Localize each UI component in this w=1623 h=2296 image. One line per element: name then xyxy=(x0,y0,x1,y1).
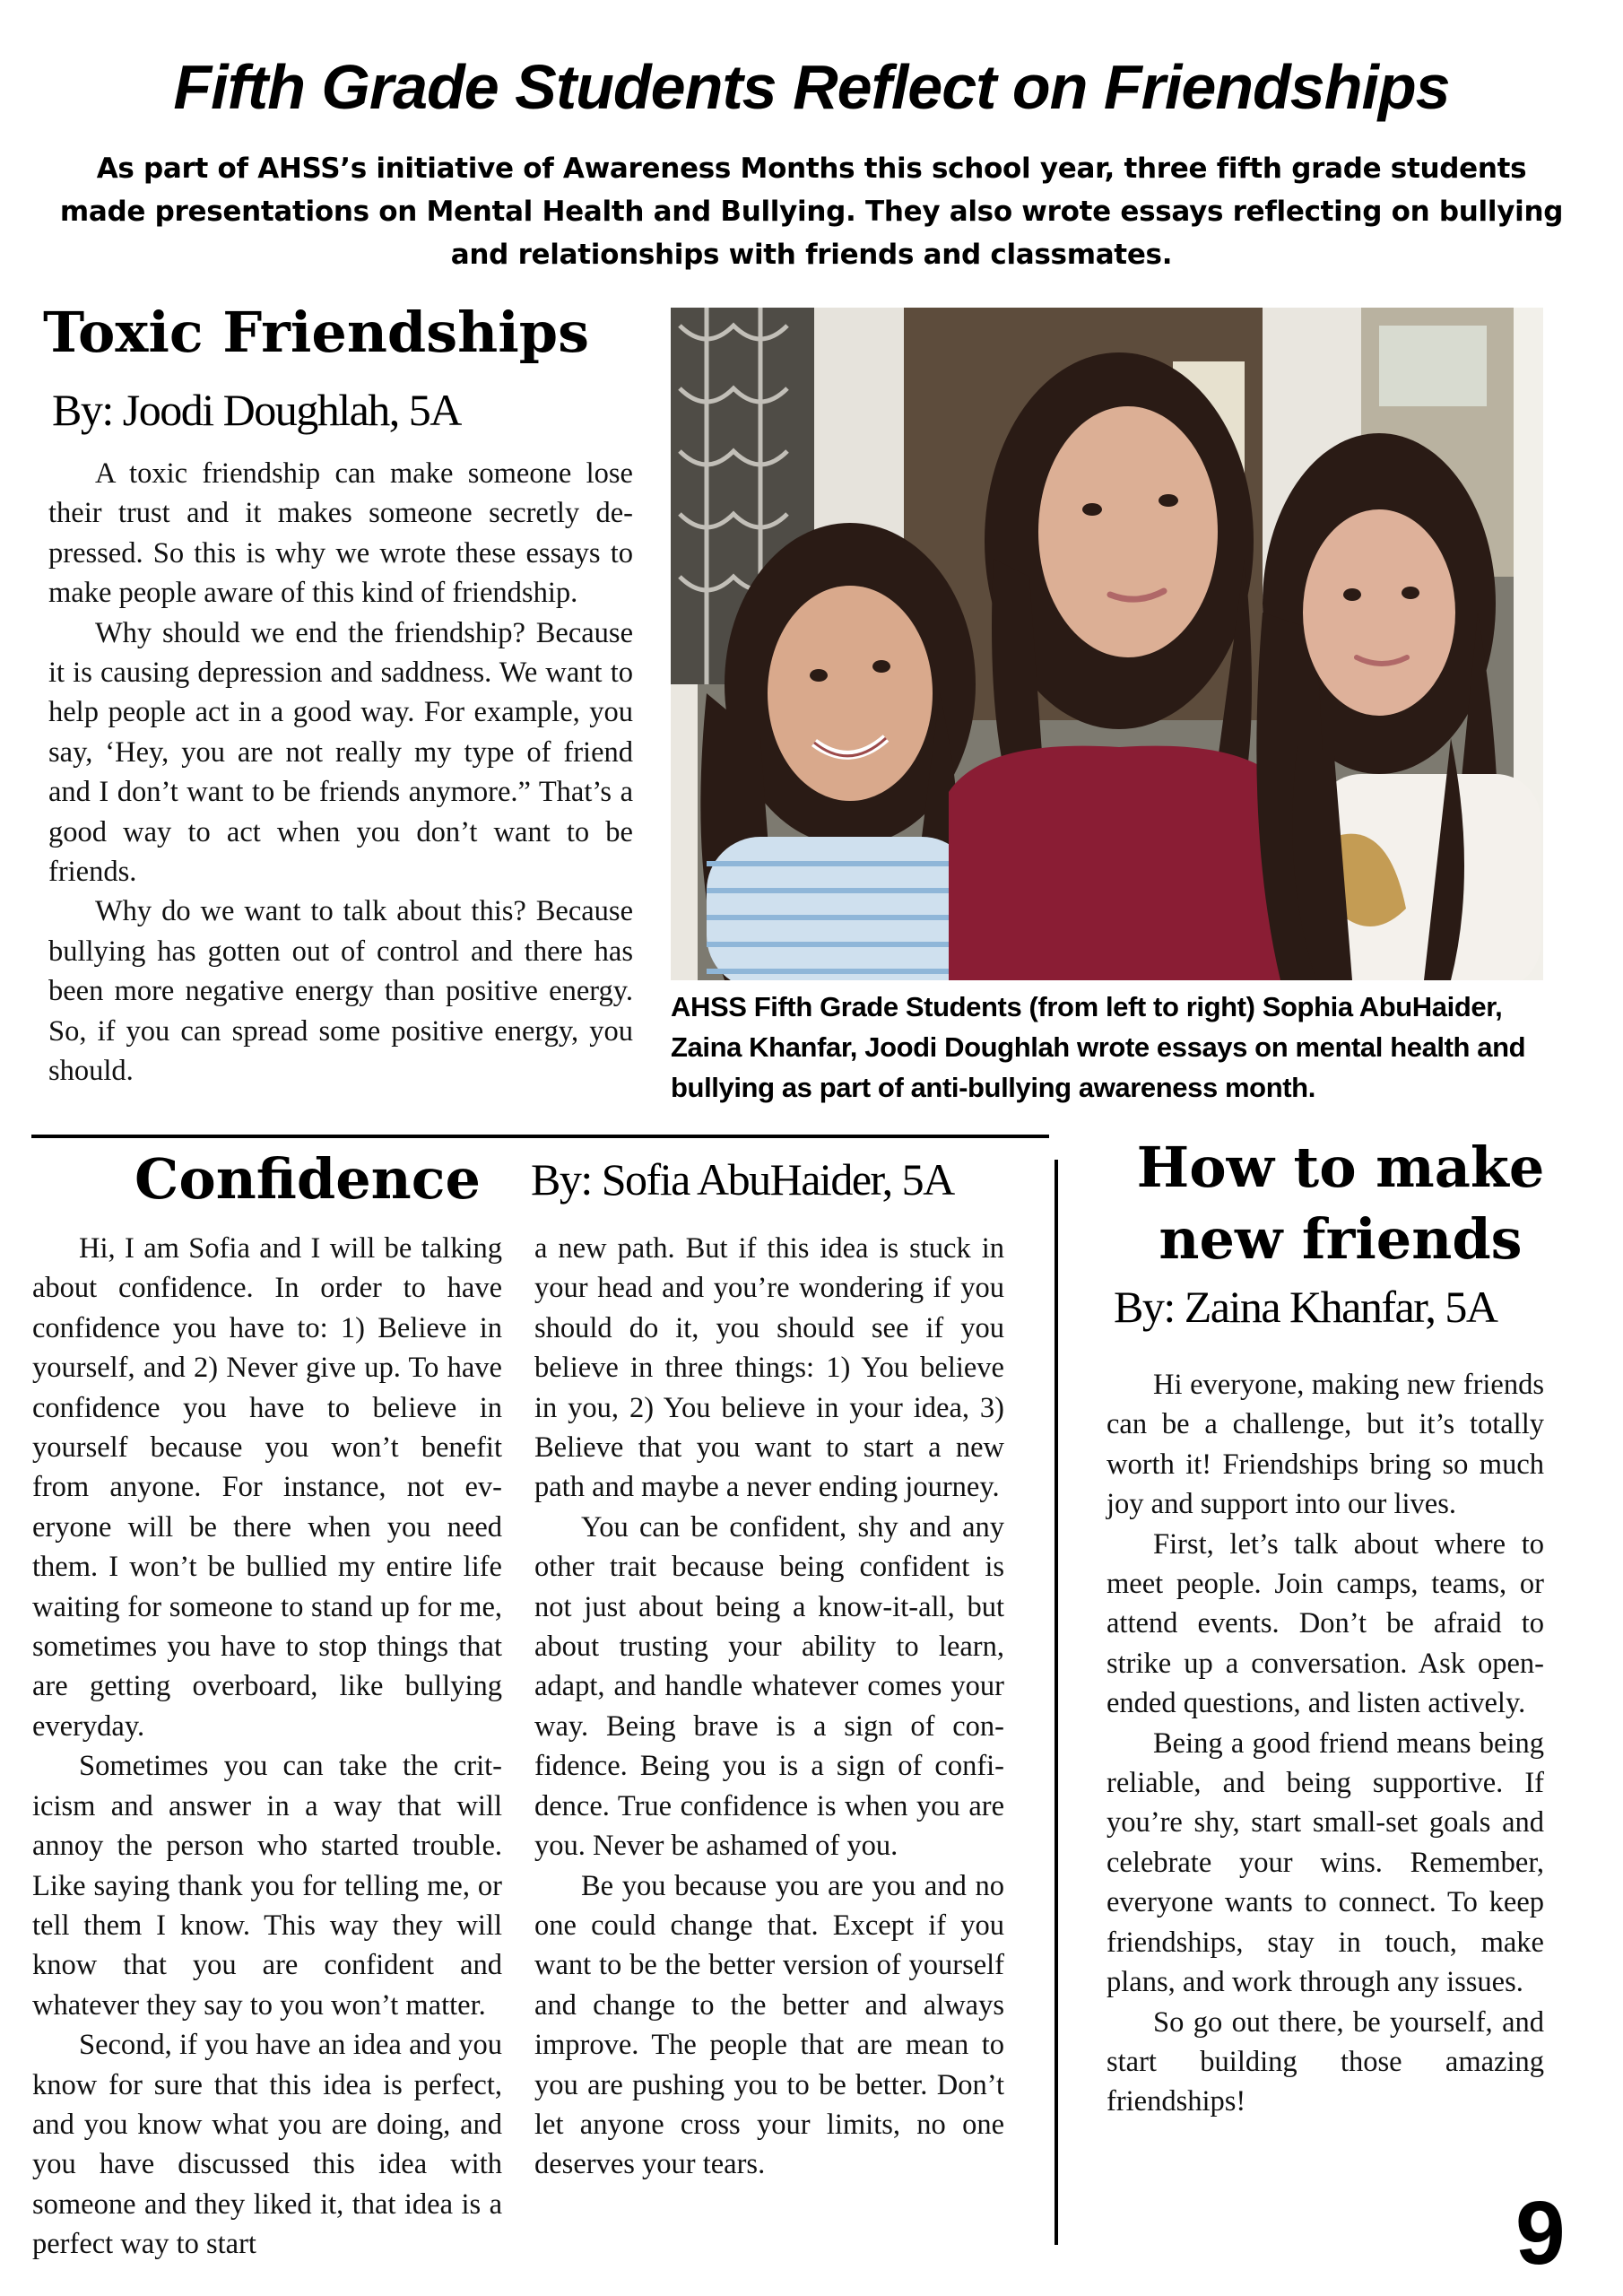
paragraph: A toxic friendship can make someone lose their trust and it makes someone secretly depressed. So this is why we wrote these essays to make people aware of this kind of friendship. xyxy=(48,457,633,610)
photo-caption: AHSS Fifth Grade Students (from left to right) Sophia AbuHaider, Zaina Khanfar, Joodi Doughlah wrote essays on mental health and bullying as part of anti-bullying awareness month. xyxy=(671,991,1526,1103)
new-friends-body xyxy=(1107,1365,1544,2122)
confidence-column-2 xyxy=(534,1229,1004,2185)
new-friends-byline: By: Zaina Khanfar, 5A xyxy=(1114,1282,1497,1332)
paragraph-continuation: a new path. But if this idea is stuck in your head and you’re wondering if you should do it, you should see if you believe in three things: 1) You believe in you, 2) You believe in your idea, 3) Believe that you want to start a new path and maybe a never ending journey. xyxy=(534,1232,1004,1504)
students-photo xyxy=(671,308,1543,980)
confidence-headline: Confidence xyxy=(135,1146,481,1212)
paragraph: Hi everyone, making new friends can be a challenge, but it’s totally worth it! Friendships bring so much joy and support into our lives. xyxy=(1107,1369,1544,1521)
new-friends-headline: How to make new friends xyxy=(1136,1135,1545,1272)
paragraph: First, let’s talk about where to meet people. Join camps, teams, or attend events. Don’t be afraid to strike up a conversation. Ask open-ended questions, and listen actively. xyxy=(1107,1527,1544,1720)
toxic-friendships-byline: By: Joodi Doughlah, 5A xyxy=(52,385,461,435)
page-number: 9 xyxy=(1515,2183,1566,2283)
confidence-byline: By: Sofia AbuHaider, 5A xyxy=(531,1154,954,1205)
paragraph: You can be confident, shy and any other trait because being confident is not just about being a know-it-all, but about trusting your ability to learn, adapt, and handle whatever comes your way. Being brave is a sign of confidence. Being you is a sign of confidence. True confidence is when you are you. Never be ashamed of you. xyxy=(534,1510,1004,1863)
article-deck: As part of AHSS’s initiative of Awareness Months this school year, three fifth grade students made presentations on Mental Health and Bullying. They also wrote essays reflecting on bullying and relationships with friends and classmates. xyxy=(59,152,1564,271)
confidence-column-1 xyxy=(32,1229,502,2265)
paragraph: Sometimes you can take the criticism and answer in a way that will annoy the person who started trouble. Like saying thank you for telling me, or tell them I know. This way they will know that you are confident and whatever they say to you won’t matter. xyxy=(32,1750,502,2022)
paragraph: Hi, I am Sofia and I will be talking about confidence. In order to have confidence you have to: 1) Believe in yourself, and 2) Never give up. To have confidence you have to believe in yourself because you won’t benefit from anyone. For instance, not everyone will be there when you need them. I won’t be bullied my entire life waiting for someone to stand up for me, sometimes you have to stop things that are getting overboard, like bullying everyday. xyxy=(32,1232,502,1743)
paragraph: Why do we want to talk about this? Because bullying has gotten out of control and there has been more negative energy than positive energy. So, if you can spread some positive energy, you should. xyxy=(48,895,633,1088)
paragraph: So go out there, be yourself, and start building those amazing friendships! xyxy=(1107,2005,1544,2118)
paragraph: Second, if you have an idea and you know for sure that this idea is perfect, and you know what you are doing, and you have discussed this idea with someone and they liked it, that idea is a perfect way to start xyxy=(32,2029,502,2261)
paragraph: Being a good friend means being reliable, and being supportive. If you’re shy, start small-set goals and celebrate your wins. Remember, everyone wants to connect. To keep friendships, stay in touch, make plans, and work through any issues. xyxy=(1107,1726,1544,1999)
toxic-friendships-body xyxy=(48,454,633,1091)
page-title: Fifth Grade Students Reflect on Friendships xyxy=(173,52,1450,122)
students-photo-illustration xyxy=(671,308,1543,980)
section-divider-horizontal xyxy=(31,1135,1049,1138)
paragraph: Why should we end the friendship? Because it is causing depression and saddness. We want to help people act in a good way. For example, you say, ‘Hey, you are not really my type of friend and I don’t want to be friends anymore.” That’s a good way to act when you don’t want to be friends. xyxy=(48,616,633,889)
toxic-friendships-headline: Toxic Friendships xyxy=(43,300,590,365)
column-divider-vertical xyxy=(1055,1160,1058,2245)
paragraph: Be you because you are you and no one could change that. Except if you want to be the better version of yourself and change to the better and always improve. The people that are mean to you are pushing you to be better. Don’t let anyone cross your limits, no one deserves your tears. xyxy=(534,1869,1004,2181)
